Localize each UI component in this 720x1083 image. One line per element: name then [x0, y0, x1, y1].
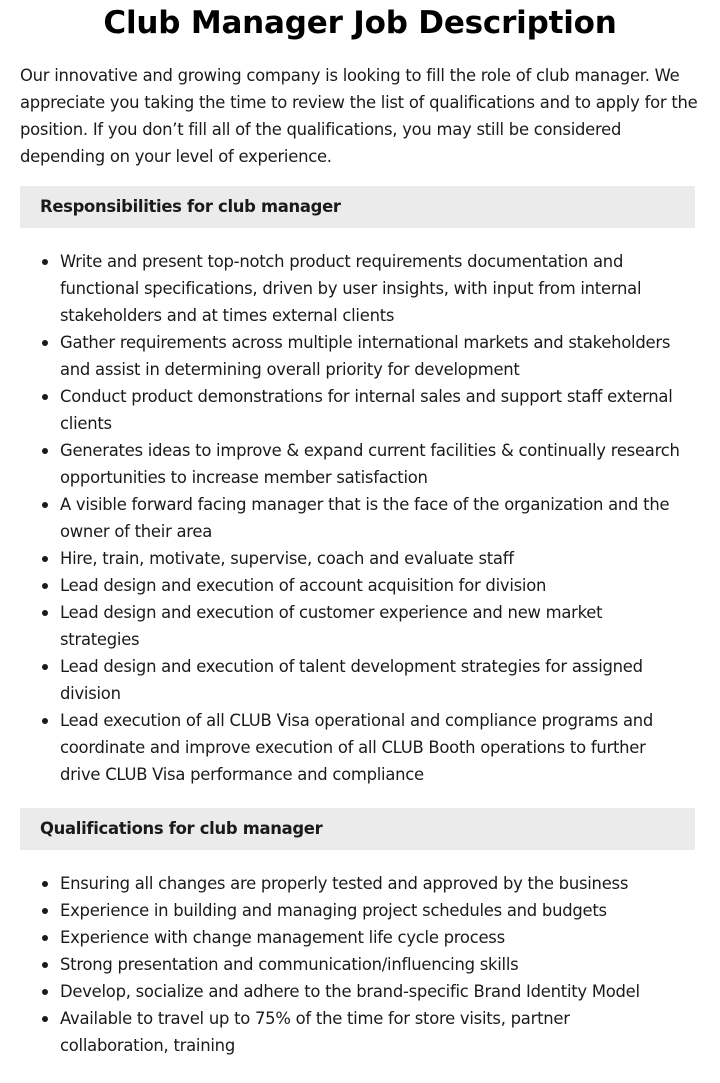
list-item-text: Lead execution of all CLUB Visa operational and compliance programs and coordinate and improve execution of all CLUB Booth operations to further drive CLUB Visa performance and compliance — [60, 711, 654, 784]
intro-paragraph: Our innovative and growing company is looking to fill the role of club manager. We appreciate you taking the time to review the list of qualifications and to apply for the position. If you don’t fill all of the qualifications, you may still be considered depending on your level of experience. — [20, 66, 698, 166]
bullet-icon — [42, 935, 48, 941]
bullet-icon — [42, 394, 48, 400]
list-item — [20, 978, 700, 1005]
list-item-text: Strong presentation and communication/influencing skills — [60, 955, 519, 974]
bullet-icon — [42, 610, 48, 616]
list-item-text: Gather requirements across multiple international markets and stakeholders and assist in determining overall priority for development — [60, 333, 671, 379]
list-item — [20, 599, 700, 653]
bullet-icon — [42, 448, 48, 454]
list-item-text: Available to travel up to 75% of the time for store visits, partner collaboration, training — [60, 1009, 570, 1055]
responsibilities-heading: Responsibilities for club manager — [20, 186, 695, 228]
list-item — [20, 491, 700, 545]
list-item-text: Experience with change management life cycle process — [60, 928, 505, 947]
bullet-icon — [42, 881, 48, 887]
qualifications-heading: Qualifications for club manager — [20, 808, 695, 850]
bullet-icon — [42, 989, 48, 995]
list-item-text: Lead design and execution of talent development strategies for assigned division — [60, 657, 643, 703]
list-item — [20, 951, 700, 978]
list-item-text: Lead design and execution of customer experience and new market strategies — [60, 603, 603, 649]
list-item — [20, 248, 700, 329]
responsibilities-list — [20, 248, 700, 788]
list-item — [20, 383, 700, 437]
page-title: Club Manager Job Description — [103, 5, 617, 41]
bullet-icon — [42, 259, 48, 265]
list-item — [20, 329, 700, 383]
bullet-icon — [42, 962, 48, 968]
list-item — [20, 897, 700, 924]
bullet-icon — [42, 340, 48, 346]
list-item — [20, 545, 700, 572]
list-item — [20, 653, 700, 707]
bullet-icon — [42, 664, 48, 670]
list-item-text: Experience in building and managing project schedules and budgets — [60, 901, 607, 920]
bullet-icon — [42, 1016, 48, 1022]
list-item — [20, 924, 700, 951]
list-item — [20, 572, 700, 599]
list-item — [20, 437, 700, 491]
list-item-text: Write and present top-notch product requirements documentation and functional specifications, driven by user insights, with input from internal stakeholders and at times external clients — [60, 252, 642, 325]
list-item-text: Generates ideas to improve & expand current facilities & continually research opportunities to increase member satisfaction — [60, 441, 680, 487]
list-item — [20, 870, 700, 897]
list-item-text: A visible forward facing manager that is the face of the organization and the owner of their area — [60, 495, 670, 541]
bullet-icon — [42, 908, 48, 914]
bullet-icon — [42, 583, 48, 589]
bullet-icon — [42, 718, 48, 724]
list-item-text: Ensuring all changes are properly tested and approved by the business — [60, 874, 629, 893]
bullet-icon — [42, 556, 48, 562]
list-item — [20, 707, 700, 788]
bullet-icon — [42, 502, 48, 508]
list-item-text: Conduct product demonstrations for internal sales and support staff external clients — [60, 387, 673, 433]
list-item-text: Hire, train, motivate, supervise, coach and evaluate staff — [60, 549, 514, 568]
list-item-text: Develop, socialize and adhere to the brand-specific Brand Identity Model — [60, 982, 640, 1001]
list-item-text: Lead design and execution of account acquisition for division — [60, 576, 547, 595]
qualifications-list — [20, 870, 700, 1059]
list-item — [20, 1005, 700, 1059]
